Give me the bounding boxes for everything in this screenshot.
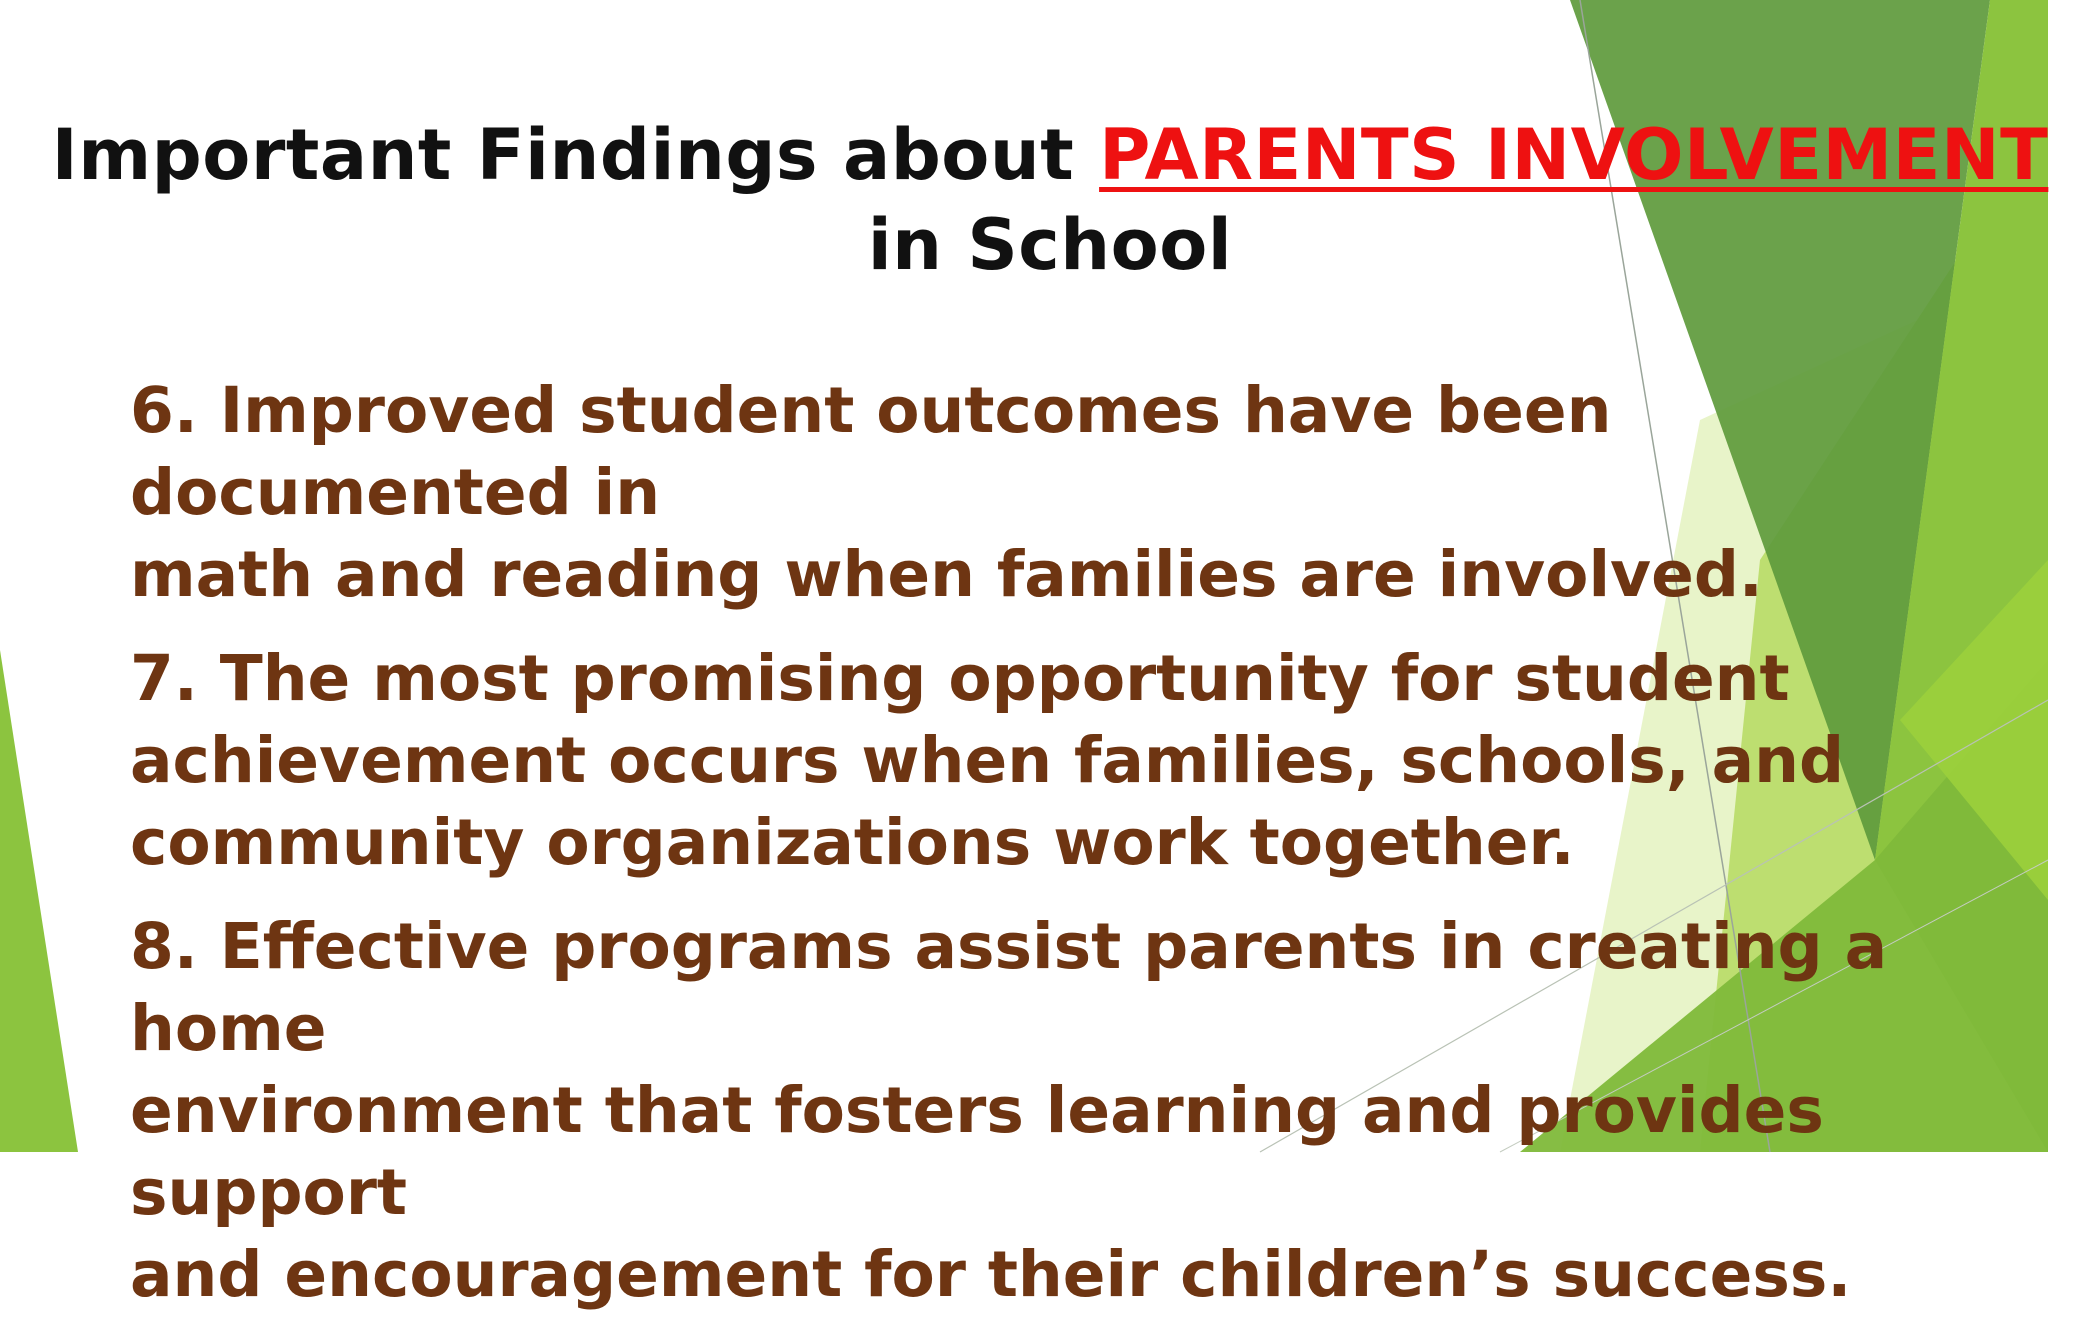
- findings-list: [130, 370, 2010, 1338]
- finding-7-line-2: achievement occurs when families, schools, and: [130, 724, 1845, 797]
- finding-8-line-2: environment that fosters learning and provides support: [130, 1074, 1824, 1229]
- finding-8-line-1: 8. Effective programs assist parents in creating a home: [130, 910, 1888, 1065]
- finding-8: [130, 906, 2010, 1316]
- finding-7-line-1: 7. The most promising opportunity for student: [130, 642, 1790, 715]
- finding-7: [130, 638, 2010, 884]
- finding-6-line-1: 6. Improved student outcomes have been documented in: [130, 374, 1612, 529]
- title-line-1: [0, 110, 2100, 200]
- finding-number: 6.: [130, 374, 198, 447]
- left-green-wedge: [0, 650, 78, 1152]
- title-prefix: Important Findings about: [51, 114, 1100, 196]
- title-line-2: in School: [867, 204, 1233, 286]
- finding-6: [130, 370, 2010, 616]
- slide-title: [0, 110, 2100, 290]
- finding-6-line-2: math and reading when families are involved.: [130, 538, 1763, 611]
- finding-8-line-3: and encouragement for their children’s success.: [130, 1238, 1852, 1311]
- finding-7-line-3: community organizations work together.: [130, 806, 1575, 879]
- finding-number: 8.: [130, 910, 198, 983]
- finding-number: 7.: [130, 642, 198, 715]
- title-highlight: PARENTS INVOLVEMENT: [1099, 114, 2049, 196]
